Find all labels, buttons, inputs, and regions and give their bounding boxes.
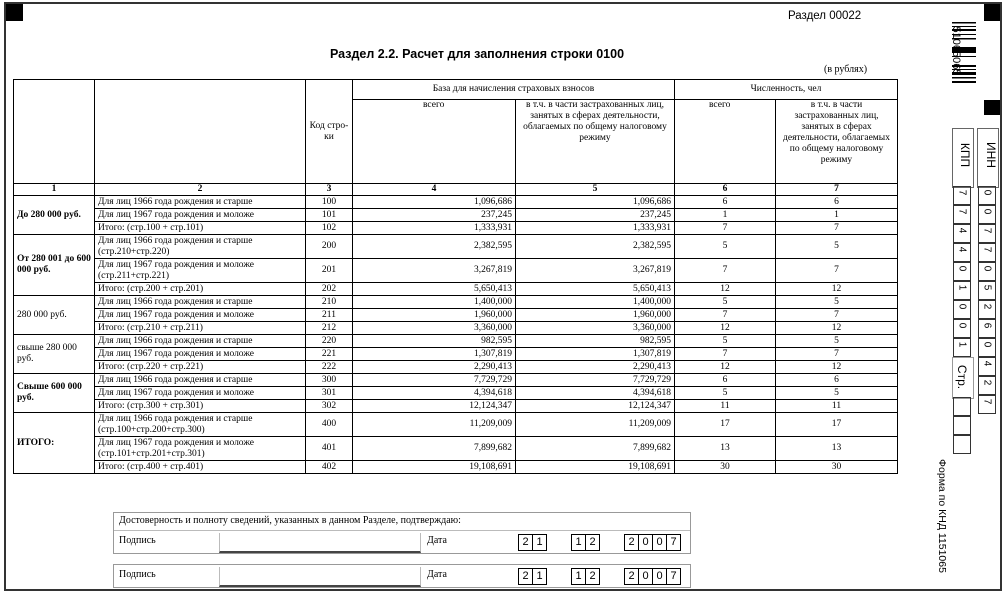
count-total: 7 (675, 348, 776, 361)
digit-cell: 1 (571, 534, 586, 551)
group-label: До 280 000 руб. (14, 196, 95, 235)
table-row (14, 283, 898, 296)
digit-cell: 2 (624, 568, 639, 585)
base-total: 2,382,595 (353, 235, 516, 259)
table-row (14, 322, 898, 335)
table-row (14, 309, 898, 322)
date-label: Дата (427, 535, 447, 546)
base-general: 11,209,009 (516, 413, 675, 437)
base-general: 2,382,595 (516, 235, 675, 259)
base-total: 19,108,691 (353, 461, 516, 474)
count-general: 30 (776, 461, 898, 474)
count-general: 7 (776, 222, 898, 235)
row-desc: Итого: (стр.200 + стр.201) (95, 283, 306, 296)
row-code: 302 (306, 400, 353, 413)
digit-cell: 1 (571, 568, 586, 585)
digit-cell: 0 (652, 534, 667, 551)
signature-label: Подпись (119, 569, 156, 580)
kpp-digit: 1 (953, 281, 971, 300)
count-general: 7 (776, 259, 898, 283)
row-desc: Итого: (стр.100 + стр.101) (95, 222, 306, 235)
count-general: 6 (776, 196, 898, 209)
base-total: 1,960,000 (353, 309, 516, 322)
group-label: свыше 280 000 руб. (14, 335, 95, 374)
kpp-digit: 0 (953, 262, 971, 281)
inn-digit: 4 (978, 357, 996, 376)
row-code: 212 (306, 322, 353, 335)
digit-cell: 1 (532, 568, 547, 585)
row-code: 300 (306, 374, 353, 387)
row-desc: Итого: (стр.220 + стр.221) (95, 361, 306, 374)
base-general: 1,307,819 (516, 348, 675, 361)
inn-digit: 0 (978, 186, 996, 205)
header-desc-cell (95, 80, 306, 184)
base-general: 2,290,413 (516, 361, 675, 374)
row-desc: Для лиц 1967 года рождения и моложе (95, 348, 306, 361)
inn-digit: 2 (978, 376, 996, 395)
count-general: 7 (776, 309, 898, 322)
row-desc: Для лиц 1966 года рождения и старше (стр.100+стр.200+стр.300) (95, 413, 306, 437)
signature-label: Подпись (119, 535, 156, 546)
digit-cell: 2 (585, 568, 600, 585)
digit-cell: 2 (518, 534, 533, 551)
count-general: 13 (776, 437, 898, 461)
table-row (14, 335, 898, 348)
base-total: 3,360,000 (353, 322, 516, 335)
inn-digit: 7 (978, 395, 996, 414)
inn-digit: 6 (978, 319, 996, 338)
count-general: 1 (776, 209, 898, 222)
base-total: 1,333,931 (353, 222, 516, 235)
count-total: 11 (675, 400, 776, 413)
count-total: 12 (675, 361, 776, 374)
count-total: 6 (675, 374, 776, 387)
form-code-label: Форма по КНД 1151065 (936, 459, 948, 573)
count-total: 7 (675, 309, 776, 322)
base-total: 5,650,413 (353, 283, 516, 296)
confirmation-block (113, 512, 691, 554)
base-general: 1,333,931 (516, 222, 675, 235)
row-code: 102 (306, 222, 353, 235)
inn-digit: 7 (978, 243, 996, 262)
calculation-table (13, 79, 898, 474)
base-total: 1,096,686 (353, 196, 516, 209)
count-total: 17 (675, 413, 776, 437)
date-label: Дата (427, 569, 447, 580)
table-row (14, 259, 898, 283)
row-code: 221 (306, 348, 353, 361)
row-code: 210 (306, 296, 353, 309)
kpp-digit: 0 (953, 300, 971, 319)
page-digit (953, 416, 971, 435)
table-row (14, 296, 898, 309)
date-month-field[interactable] (572, 568, 600, 585)
row-desc: Для лиц 1967 года рождения и моложе (стр.211+стр.221) (95, 259, 306, 283)
row-desc: Итого: (стр.300 + стр.301) (95, 400, 306, 413)
col-number: 1 (14, 184, 95, 196)
row-code: 200 (306, 235, 353, 259)
header-base-group: База для начисления страховых взносов (353, 80, 675, 100)
base-total: 982,595 (353, 335, 516, 348)
row-desc: Для лиц 1967 года рождения и моложе (95, 209, 306, 222)
table-row (14, 461, 898, 474)
base-general: 4,394,618 (516, 387, 675, 400)
count-total: 7 (675, 222, 776, 235)
count-total: 12 (675, 283, 776, 296)
inn-digit: 0 (978, 262, 996, 281)
count-total: 5 (675, 387, 776, 400)
base-general: 19,108,691 (516, 461, 675, 474)
header-count-group: Численность, чел (675, 80, 898, 100)
header-code: Код стро-ки (306, 80, 353, 184)
row-code: 202 (306, 283, 353, 296)
page-title: Раздел 2.2. Расчет для заполнения строки 0100 (330, 47, 625, 61)
count-general: 7 (776, 348, 898, 361)
digit-cell: 0 (652, 568, 667, 585)
date-day-field[interactable] (519, 568, 547, 585)
kpp-digit: 4 (953, 224, 971, 243)
row-code: 401 (306, 437, 353, 461)
units-note: (в рублях) (824, 64, 868, 75)
inn-label: ИНН (983, 142, 998, 168)
table-row (14, 437, 898, 461)
col-number: 7 (776, 184, 898, 196)
header-base-general: в т.ч. в части застрахованных лиц, занятых в сферах деятельности, облагаемых по общему налоговому режиму (516, 100, 675, 184)
digit-cell: 0 (638, 568, 653, 585)
count-general: 5 (776, 296, 898, 309)
row-desc: Итого: (стр.210 + стр.211) (95, 322, 306, 335)
inn-digit: 0 (978, 338, 996, 357)
table-row (14, 196, 898, 209)
row-code: 400 (306, 413, 353, 437)
base-total: 12,124,347 (353, 400, 516, 413)
inn-digit: 0 (978, 205, 996, 224)
count-total: 30 (675, 461, 776, 474)
table-row (14, 222, 898, 235)
table-row (14, 374, 898, 387)
group-label: От 280 001 до 600 000 руб. (14, 235, 95, 296)
header-base-total: всего (353, 100, 516, 184)
table-row (14, 400, 898, 413)
base-general: 12,124,347 (516, 400, 675, 413)
base-general: 1,400,000 (516, 296, 675, 309)
count-total: 5 (675, 296, 776, 309)
page-label: Стр. (955, 364, 970, 390)
table-row (14, 413, 898, 437)
table-row (14, 361, 898, 374)
count-total: 6 (675, 196, 776, 209)
row-code: 402 (306, 461, 353, 474)
count-general: 12 (776, 322, 898, 335)
count-general: 17 (776, 413, 898, 437)
base-general: 1,960,000 (516, 309, 675, 322)
page-digit (953, 435, 971, 454)
count-total: 1 (675, 209, 776, 222)
digit-cell: 0 (638, 534, 653, 551)
count-general: 5 (776, 387, 898, 400)
header-count-total: всего (675, 100, 776, 184)
base-general: 3,360,000 (516, 322, 675, 335)
second-signature-block (113, 564, 691, 588)
digit-cell: 7 (666, 568, 681, 585)
row-desc: Для лиц 1966 года рождения и старше (95, 374, 306, 387)
table-row (14, 348, 898, 361)
digit-cell: 1 (532, 534, 547, 551)
kpp-digit: 4 (953, 243, 971, 262)
base-general: 3,267,819 (516, 259, 675, 283)
base-total: 3,267,819 (353, 259, 516, 283)
digit-cell: 2 (624, 534, 639, 551)
row-code: 201 (306, 259, 353, 283)
confirmation-statement: Достоверность и полноту сведений, указанных в данном Разделе, подтверждаю: (119, 515, 461, 526)
row-desc: Итого: (стр.400 + стр.401) (95, 461, 306, 474)
base-general: 7,729,729 (516, 374, 675, 387)
base-total: 2,290,413 (353, 361, 516, 374)
kpp-label: КПП (958, 142, 973, 168)
barcode-number: 51065065 (950, 26, 962, 76)
col-number: 4 (353, 184, 516, 196)
count-general: 5 (776, 235, 898, 259)
base-total: 7,729,729 (353, 374, 516, 387)
page-digit (953, 397, 971, 416)
date-year-field[interactable] (625, 568, 681, 585)
col-number: 2 (95, 184, 306, 196)
corner-marker-top-left (6, 4, 23, 21)
inn-digit: 7 (978, 224, 996, 243)
row-code: 301 (306, 387, 353, 400)
row-desc: Для лиц 1966 года рождения и старше (95, 335, 306, 348)
kpp-digit: 7 (953, 205, 971, 224)
count-general: 12 (776, 283, 898, 296)
base-general: 1,096,686 (516, 196, 675, 209)
kpp-digit: 1 (953, 338, 971, 357)
table-row (14, 209, 898, 222)
table-row (14, 387, 898, 400)
row-desc: Для лиц 1966 года рождения и старше (95, 296, 306, 309)
header-count-general: в т.ч. в части застрахованных лиц, занятых в сферах деятельности, облагаемых по общему налоговому режиму (776, 100, 898, 184)
date-month-field[interactable] (572, 534, 600, 551)
row-code: 220 (306, 335, 353, 348)
group-label: Свыше 600 000 руб. (14, 374, 95, 413)
section-code: Раздел 00022 (788, 10, 862, 22)
date-year-field[interactable] (625, 534, 681, 551)
row-code: 101 (306, 209, 353, 222)
base-total: 7,899,682 (353, 437, 516, 461)
table-row (14, 235, 898, 259)
header-group-cell (14, 80, 95, 184)
col-number: 3 (306, 184, 353, 196)
count-total: 13 (675, 437, 776, 461)
count-total: 12 (675, 322, 776, 335)
col-number: 5 (516, 184, 675, 196)
row-desc: Для лиц 1967 года рождения и моложе (95, 309, 306, 322)
count-total: 5 (675, 235, 776, 259)
row-desc: Для лиц 1967 года рождения и моложе (95, 387, 306, 400)
row-desc: Для лиц 1966 года рождения и старше (95, 196, 306, 209)
count-general: 11 (776, 400, 898, 413)
base-total: 237,245 (353, 209, 516, 222)
row-code: 100 (306, 196, 353, 209)
kpp-digit: 7 (953, 186, 971, 205)
inn-digit: 2 (978, 300, 996, 319)
col-number: 6 (675, 184, 776, 196)
digit-cell: 2 (518, 568, 533, 585)
base-general: 7,899,682 (516, 437, 675, 461)
digit-cell: 2 (585, 534, 600, 551)
corner-marker-top-right (984, 4, 1000, 21)
base-total: 4,394,618 (353, 387, 516, 400)
count-total: 5 (675, 335, 776, 348)
row-code: 222 (306, 361, 353, 374)
kpp-digit: 0 (953, 319, 971, 338)
signature-field[interactable] (219, 567, 421, 587)
group-label: 280 000 руб. (14, 296, 95, 335)
base-general: 237,245 (516, 209, 675, 222)
corner-marker-right (984, 100, 1000, 115)
count-general: 12 (776, 361, 898, 374)
inn-digit: 5 (978, 281, 996, 300)
group-label: ИТОГО: (14, 413, 95, 474)
row-desc: Для лиц 1966 года рождения и старше (стр.210+стр.220) (95, 235, 306, 259)
signature-field[interactable] (219, 533, 421, 553)
row-desc: Для лиц 1967 года рождения и моложе (стр.101+стр.201+стр.301) (95, 437, 306, 461)
date-day-field[interactable] (519, 534, 547, 551)
base-total: 1,400,000 (353, 296, 516, 309)
base-total: 11,209,009 (353, 413, 516, 437)
base-general: 982,595 (516, 335, 675, 348)
row-code: 211 (306, 309, 353, 322)
base-general: 5,650,413 (516, 283, 675, 296)
base-total: 1,307,819 (353, 348, 516, 361)
count-general: 6 (776, 374, 898, 387)
count-general: 5 (776, 335, 898, 348)
digit-cell: 7 (666, 534, 681, 551)
count-total: 7 (675, 259, 776, 283)
